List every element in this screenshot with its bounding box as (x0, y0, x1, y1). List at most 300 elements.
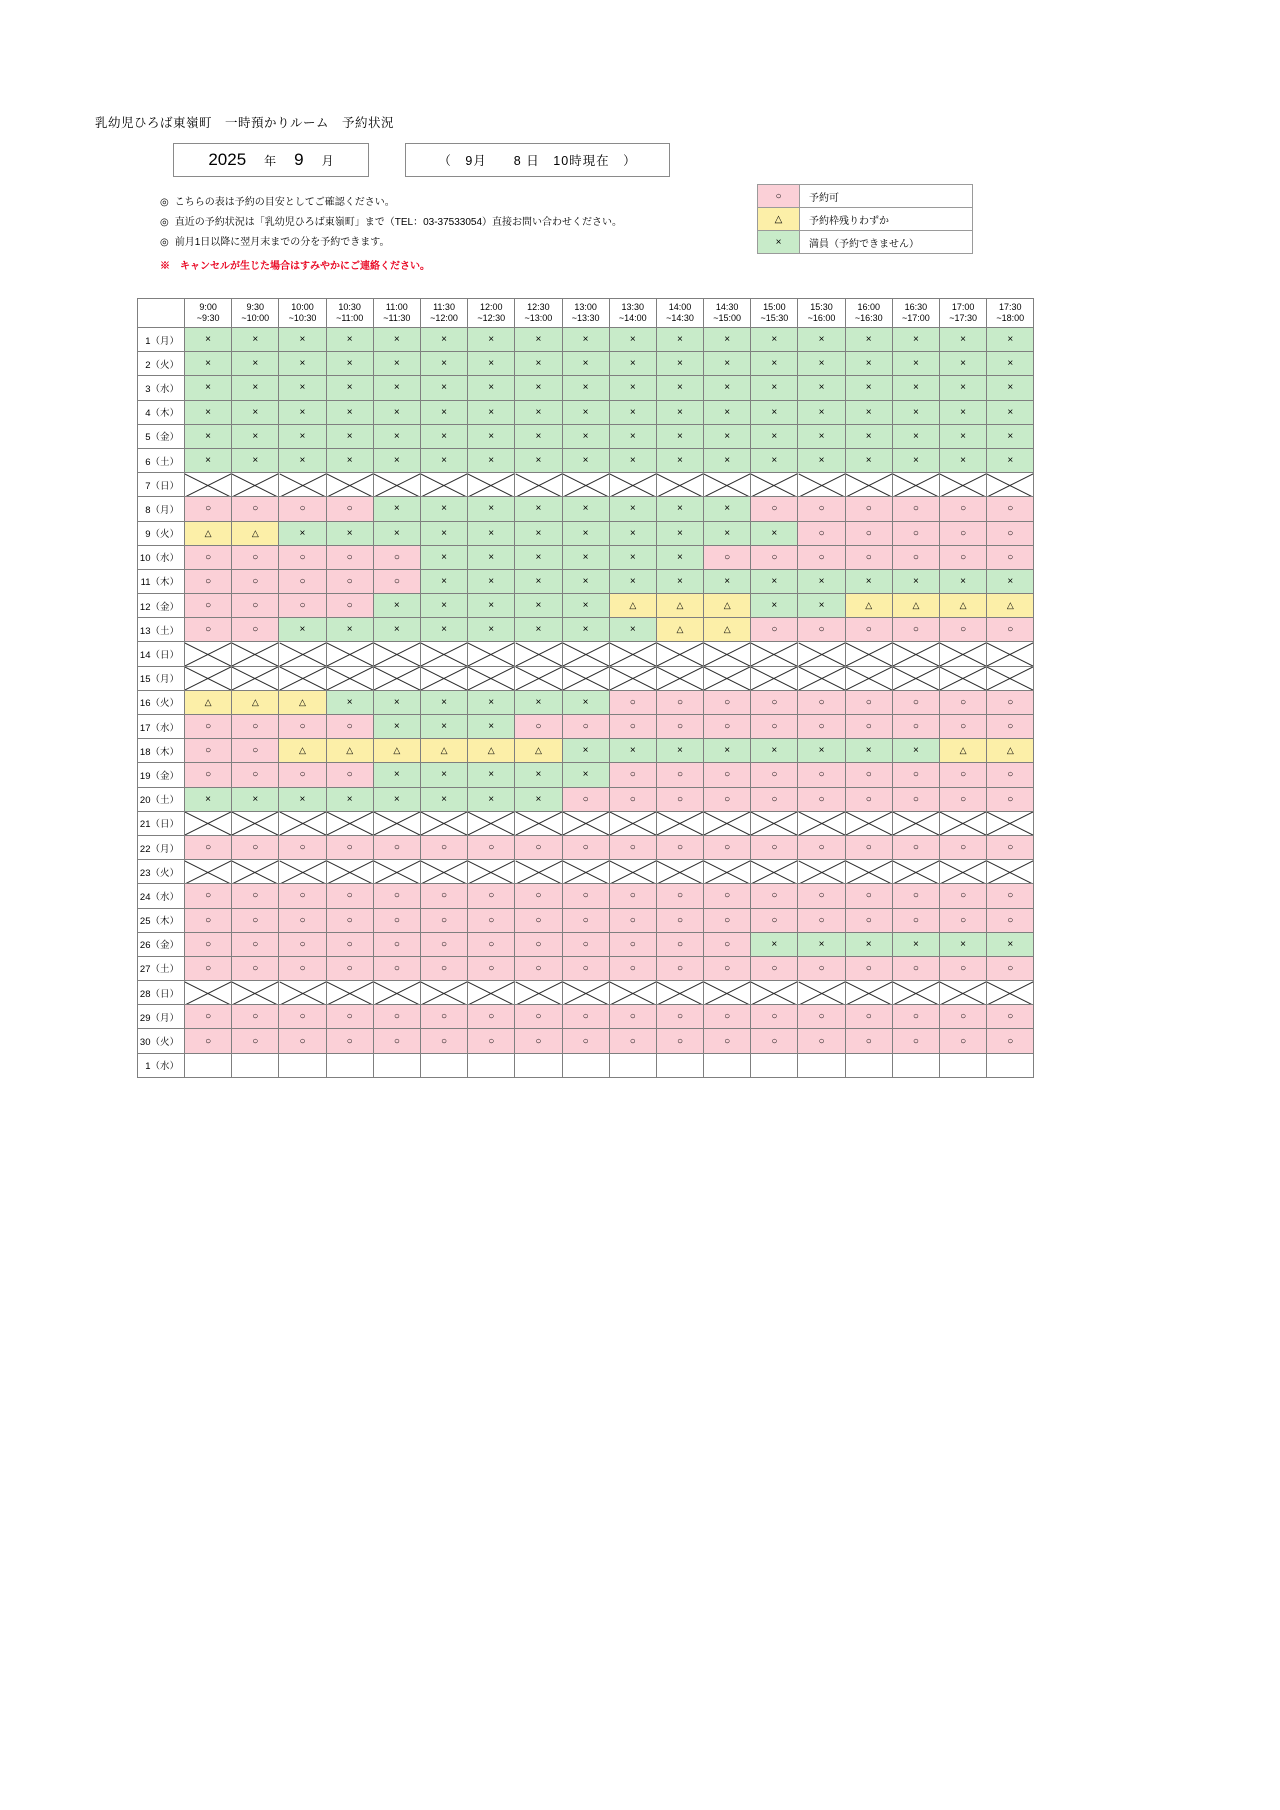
slot-cell (940, 787, 987, 811)
slot-cell (940, 884, 987, 908)
cross-icon: × (912, 455, 919, 467)
slot-cell (232, 545, 279, 569)
slot-cell (845, 376, 892, 400)
notes-block (160, 193, 622, 277)
cross-icon: × (441, 769, 447, 781)
slot-cell (562, 932, 609, 956)
day-label: 2（火） (138, 352, 185, 376)
cross-icon: × (346, 430, 353, 442)
slot-cell (373, 545, 420, 569)
slot-cell-closed (704, 473, 751, 497)
slot-cell (845, 739, 892, 763)
slot-cell (987, 594, 1034, 618)
slot-cell-closed (751, 860, 798, 884)
slot-cell (656, 835, 703, 859)
table-row (138, 448, 1034, 472)
slot-cell-closed (185, 981, 232, 1005)
slot-cell-closed (987, 473, 1034, 497)
slot-cell (845, 400, 892, 424)
slot-cell (798, 618, 845, 642)
slot-cell-closed (279, 666, 326, 690)
circle-icon: ○ (912, 527, 919, 539)
slot-cell (987, 739, 1034, 763)
cross-icon: × (488, 527, 495, 539)
slot-cell (420, 376, 467, 400)
cross-icon: × (488, 455, 495, 467)
slot-cell (232, 448, 279, 472)
slot-cell (279, 376, 326, 400)
slot-cell (562, 1029, 609, 1053)
slot-cell (562, 618, 609, 642)
slot-cell (704, 545, 751, 569)
slot-cell-closed (515, 642, 562, 666)
table-header-row (138, 299, 1034, 328)
slot-cell (845, 424, 892, 448)
slot-cell-closed (987, 860, 1034, 884)
slot-cell (326, 618, 373, 642)
cross-icon: × (393, 334, 400, 346)
slot-cell (940, 932, 987, 956)
slot-cell (940, 376, 987, 400)
circle-icon: ○ (676, 721, 683, 733)
slot-cell (326, 1029, 373, 1053)
slot-cell (373, 884, 420, 908)
cross-icon: × (441, 624, 447, 636)
slot-cell (279, 690, 326, 714)
slot-cell (185, 956, 232, 980)
slot-cell (845, 497, 892, 521)
cross-icon: × (393, 503, 400, 515)
cross-icon: × (771, 575, 778, 587)
note-row-3 (160, 233, 622, 253)
cross-icon: × (393, 769, 400, 781)
slot-cell (987, 715, 1034, 739)
slot-cell (468, 956, 515, 980)
circle-icon: ○ (535, 938, 542, 950)
slot-cell (468, 545, 515, 569)
slot-cell (279, 908, 326, 932)
circle-icon: ○ (771, 842, 778, 854)
table-row (138, 400, 1034, 424)
slot-cell-closed (562, 666, 609, 690)
table-row (138, 884, 1034, 908)
slot-cell (704, 690, 751, 714)
time-slot-end: ~17:30 (949, 313, 977, 323)
circle-icon: ○ (299, 721, 306, 733)
circle-icon: ○ (393, 938, 400, 950)
slot-cell (751, 1029, 798, 1053)
cross-icon: × (205, 358, 212, 370)
cross-icon: × (441, 721, 447, 733)
slot-cell (609, 352, 656, 376)
cross-icon: × (393, 721, 400, 733)
table-row (138, 860, 1034, 884)
slot-cell (515, 569, 562, 593)
legend-label-available: 予約可 (809, 192, 839, 204)
time-slot-header (279, 299, 326, 328)
slot-cell (987, 1053, 1034, 1077)
circle-icon: ○ (771, 962, 778, 974)
circle-icon: ○ (818, 914, 825, 926)
day-label: 13（土） (138, 618, 185, 642)
cross-icon: × (535, 382, 542, 394)
circle-icon: ○ (676, 696, 683, 708)
slot-cell (420, 569, 467, 593)
slot-cell (326, 884, 373, 908)
cross-icon: × (252, 793, 259, 805)
circle-icon: ○ (252, 890, 259, 902)
cross-icon: × (912, 430, 919, 442)
slot-cell-closed (751, 811, 798, 835)
triangle-icon: △ (959, 600, 967, 611)
slot-cell (373, 956, 420, 980)
slot-cell (185, 376, 232, 400)
note-row-2 (160, 213, 622, 233)
triangle-icon: △ (865, 600, 873, 611)
cross-icon: × (535, 624, 542, 636)
circle-icon: ○ (629, 793, 636, 805)
circle-icon: ○ (865, 503, 872, 515)
slot-cell (892, 352, 939, 376)
circle-icon: ○ (724, 1011, 731, 1023)
slot-cell (751, 521, 798, 545)
slot-cell (279, 763, 326, 787)
triangle-icon: △ (299, 745, 306, 756)
slot-cell (562, 569, 609, 593)
slot-cell (326, 787, 373, 811)
cross-icon: × (535, 793, 542, 805)
circle-icon: ○ (441, 1035, 448, 1047)
table-row (138, 545, 1034, 569)
slot-cell (185, 424, 232, 448)
time-slot-start: 15:30 (810, 302, 833, 312)
table-row (138, 473, 1034, 497)
circle-icon: ○ (1007, 1035, 1014, 1047)
slot-cell (232, 1053, 279, 1077)
circle-icon: ○ (393, 1035, 400, 1047)
circle-icon: ○ (488, 890, 495, 902)
circle-icon: ○ (676, 1011, 683, 1023)
slot-cell (279, 1005, 326, 1029)
cross-icon: × (960, 430, 967, 442)
cross-icon: × (441, 406, 447, 418)
time-slot-start: 13:00 (574, 302, 597, 312)
time-slot-header (373, 299, 420, 328)
slot-cell (373, 690, 420, 714)
circle-icon: ○ (205, 551, 212, 563)
circle-icon: ○ (441, 914, 448, 926)
slot-cell (420, 448, 467, 472)
circle-icon: ○ (299, 938, 306, 950)
slot-cell (798, 715, 845, 739)
slot-cell (468, 352, 515, 376)
cross-icon: × (724, 503, 731, 515)
cross-icon: × (724, 406, 731, 418)
cross-icon: × (582, 358, 589, 370)
slot-cell (987, 448, 1034, 472)
slot-cell (751, 932, 798, 956)
slot-cell (185, 763, 232, 787)
time-slot-start: 10:00 (291, 302, 314, 312)
circle-icon: ○ (441, 938, 448, 950)
day-label: 9（火） (138, 521, 185, 545)
table-row (138, 715, 1034, 739)
circle-icon: ○ (629, 890, 636, 902)
slot-cell (562, 787, 609, 811)
slot-cell-closed (468, 811, 515, 835)
cross-icon: × (252, 455, 259, 467)
slot-cell (656, 376, 703, 400)
cross-icon: × (488, 769, 495, 781)
slot-cell-closed (420, 642, 467, 666)
slot-cell (940, 352, 987, 376)
slot-cell-closed (845, 473, 892, 497)
cross-icon: × (677, 503, 683, 515)
cross-icon: × (535, 358, 542, 370)
cross-icon: × (724, 430, 731, 442)
circle-icon: ○ (771, 551, 778, 563)
slot-cell (562, 690, 609, 714)
slot-cell (798, 1005, 845, 1029)
circle-icon: ○ (912, 696, 919, 708)
circle-icon: ○ (346, 914, 353, 926)
slot-cell (845, 835, 892, 859)
slot-cell (751, 1005, 798, 1029)
slot-cell (515, 424, 562, 448)
circle-icon: ○ (818, 624, 825, 636)
slot-cell-closed (562, 981, 609, 1005)
time-slot-end: ~13:30 (571, 313, 600, 323)
slot-cell (326, 690, 373, 714)
slot-cell (987, 328, 1034, 352)
slot-cell (373, 424, 420, 448)
cross-icon: × (771, 382, 778, 394)
time-slot-start: 15:00 (763, 302, 786, 312)
cross-icon: × (771, 455, 778, 467)
cross-icon: × (488, 696, 495, 708)
slot-cell (845, 1029, 892, 1053)
circle-icon: ○ (960, 696, 967, 708)
slot-cell (609, 521, 656, 545)
slot-cell (704, 787, 751, 811)
cross-icon: × (629, 503, 636, 515)
slot-cell (987, 908, 1034, 932)
slot-cell (515, 739, 562, 763)
slot-cell (704, 835, 751, 859)
circle-icon: ○ (912, 769, 919, 781)
slot-cell-closed (940, 811, 987, 835)
slot-cell-closed (892, 860, 939, 884)
slot-cell-closed (232, 860, 279, 884)
circle-icon: ○ (865, 769, 872, 781)
cross-icon: × (488, 575, 495, 587)
circle-icon: ○ (865, 793, 872, 805)
cross-icon: × (582, 382, 589, 394)
cross-icon: × (724, 575, 731, 587)
slot-cell (515, 690, 562, 714)
circle-icon: ○ (865, 696, 872, 708)
slot-cell (845, 763, 892, 787)
slot-cell (232, 1005, 279, 1029)
cross-icon: × (441, 430, 447, 442)
slot-cell (987, 787, 1034, 811)
slot-cell-closed (185, 666, 232, 690)
circle-icon: ○ (252, 914, 259, 926)
slot-cell-closed (940, 860, 987, 884)
cross-icon: × (299, 793, 306, 805)
slot-cell (373, 787, 420, 811)
slot-cell (609, 569, 656, 593)
slot-cell-closed (232, 642, 279, 666)
slot-cell (609, 763, 656, 787)
circle-icon: ○ (771, 914, 778, 926)
slot-cell (279, 1053, 326, 1077)
slot-cell (515, 448, 562, 472)
cross-icon: × (960, 575, 967, 587)
time-slot-end: ~11:30 (383, 313, 411, 323)
slot-cell (279, 352, 326, 376)
slot-cell (798, 497, 845, 521)
slot-cell-closed (609, 811, 656, 835)
slot-cell-closed (420, 860, 467, 884)
slot-cell-closed (845, 981, 892, 1005)
cross-icon: × (441, 527, 447, 539)
slot-cell (420, 908, 467, 932)
slot-cell (373, 739, 420, 763)
slot-cell-closed (751, 473, 798, 497)
circle-icon: ○ (1007, 1011, 1014, 1023)
slot-cell (609, 956, 656, 980)
slot-cell (656, 400, 703, 424)
circle-icon: ○ (865, 1011, 872, 1023)
slot-cell-closed (609, 642, 656, 666)
slot-cell (468, 328, 515, 352)
cross-icon: × (960, 382, 967, 394)
cross-icon: × (818, 358, 825, 370)
cross-icon: × (677, 358, 683, 370)
slot-cell (656, 545, 703, 569)
cross-icon: × (393, 406, 400, 418)
slot-cell-closed (420, 473, 467, 497)
time-slot-end: ~10:00 (241, 313, 270, 323)
circle-icon: ○ (205, 914, 212, 926)
cross-icon: × (393, 696, 400, 708)
slot-cell-closed (751, 642, 798, 666)
cross-icon: × (252, 430, 259, 442)
circle-icon: ○ (771, 503, 778, 515)
triangle-icon: △ (299, 696, 306, 707)
slot-cell (279, 618, 326, 642)
cross-icon: × (346, 696, 353, 708)
slot-cell (373, 835, 420, 859)
month-value: 9 (294, 150, 304, 169)
circle-icon: ○ (865, 914, 872, 926)
circle-icon: ○ (488, 938, 495, 950)
slot-cell (515, 884, 562, 908)
circle-icon: ○ (441, 842, 448, 854)
circle-icon: ○ (1007, 793, 1014, 805)
slot-cell (704, 400, 751, 424)
slot-cell (940, 448, 987, 472)
as-of-box: （ 9月 8 日 10時現在 ） (405, 143, 670, 177)
day-label: 30（火） (138, 1029, 185, 1053)
cross-icon: × (346, 406, 353, 418)
slot-cell (515, 715, 562, 739)
cross-icon: × (441, 455, 447, 467)
slot-cell-closed (279, 642, 326, 666)
slot-cell (609, 376, 656, 400)
slot-cell (232, 763, 279, 787)
slot-cell (232, 618, 279, 642)
time-slot-header (987, 299, 1034, 328)
slot-cell (420, 932, 467, 956)
circle-icon: ○ (676, 842, 683, 854)
circle-icon: ○ (393, 575, 400, 587)
slot-cell (892, 739, 939, 763)
legend-item-few (758, 208, 972, 231)
cross-icon: × (677, 382, 683, 394)
circle-icon: ○ (582, 1011, 589, 1023)
cross-icon: × (960, 938, 967, 950)
slot-cell (468, 932, 515, 956)
circle-icon: ○ (818, 769, 825, 781)
slot-cell (279, 932, 326, 956)
cross-icon: × (771, 406, 778, 418)
slot-cell (609, 884, 656, 908)
slot-cell-closed (515, 981, 562, 1005)
slot-cell (468, 1053, 515, 1077)
slot-cell-closed (279, 473, 326, 497)
circle-icon: ○ (205, 575, 212, 587)
slot-cell (373, 1053, 420, 1077)
circle-icon: ○ (771, 624, 778, 636)
slot-cell (798, 763, 845, 787)
slot-cell (373, 763, 420, 787)
cross-icon: × (441, 503, 447, 515)
slot-cell-closed (468, 666, 515, 690)
slot-cell (940, 956, 987, 980)
slot-cell-closed (562, 860, 609, 884)
slot-cell (420, 497, 467, 521)
slot-cell-closed (185, 811, 232, 835)
cross-icon: × (535, 527, 542, 539)
slot-cell (373, 328, 420, 352)
cross-icon: × (818, 938, 825, 950)
slot-cell-closed (420, 981, 467, 1005)
slot-cell (279, 400, 326, 424)
circle-icon: ○ (535, 1035, 542, 1047)
slot-cell-closed (279, 981, 326, 1005)
slot-cell (987, 1005, 1034, 1029)
triangle-icon: △ (758, 208, 800, 230)
circle-icon: ○ (346, 890, 353, 902)
circle-icon: ○ (865, 1035, 872, 1047)
slot-cell (326, 763, 373, 787)
circle-icon: ○ (818, 551, 825, 563)
day-label: 3（水） (138, 376, 185, 400)
slot-cell (704, 569, 751, 593)
slot-cell (704, 956, 751, 980)
slot-cell-closed (940, 473, 987, 497)
slot-cell (751, 787, 798, 811)
cross-icon: × (299, 624, 306, 636)
table-row (138, 521, 1034, 545)
circle-icon: ○ (535, 721, 542, 733)
circle-icon: ○ (865, 527, 872, 539)
slot-cell (656, 715, 703, 739)
slot-cell (798, 908, 845, 932)
day-label: 10（水） (138, 545, 185, 569)
